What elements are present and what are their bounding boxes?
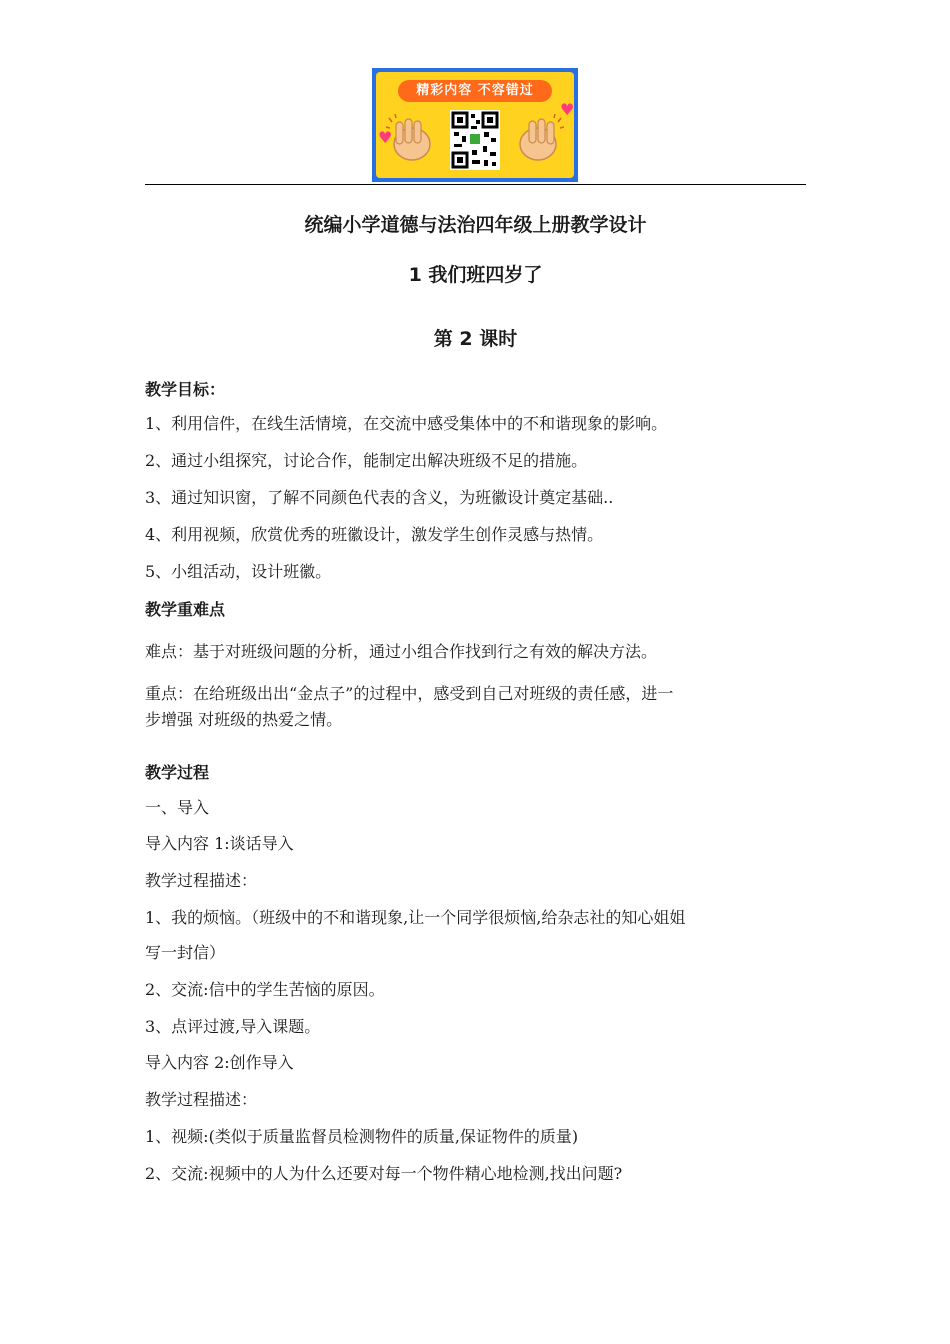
objective-item: 4、利用视频，欣赏优秀的班徽设计，激发学生创作灵感与热情。: [145, 525, 604, 544]
section-title: 一、导入: [145, 798, 210, 817]
objective-item: 3、通过知识窗，了解不同颜色代表的含义，为班徽设计奠定基础..: [145, 488, 614, 507]
process-heading: 教学过程: [145, 763, 210, 782]
objective-item: 2、通过小组探究，讨论合作，能制定出解决班级不足的措施。: [145, 451, 588, 470]
process-item-continued: 写一封信）: [145, 943, 226, 962]
doc-title: 统编小学道德与法治四年级上册教学设计: [304, 214, 647, 236]
process-item: 2、交流:信中的学生苦恼的原因。: [145, 980, 385, 999]
lesson-title: 1 我们班四岁了: [408, 264, 543, 286]
process-desc-label: 教学过程描述：: [145, 871, 258, 890]
key-points-heading: 教学重难点: [145, 600, 226, 619]
focus-text-continued: 步增强 对班级的热爱之情。: [145, 710, 343, 729]
process-item: 3、点评过渡,导入课题。: [145, 1017, 321, 1036]
heart-icon: ♥: [560, 100, 574, 119]
banner-panel: [376, 72, 574, 178]
period-title: 第 2 课时: [433, 328, 518, 350]
clapping-hands-icon: [512, 114, 564, 166]
heart-icon: ♥: [378, 128, 393, 147]
intro-title: 导入内容 2:创作导入: [145, 1053, 294, 1072]
process-desc-label: 教学过程描述：: [145, 1090, 258, 1109]
objective-item: 1、利用信件，在线生活情境，在交流中感受集体中的不和谐现象的影响。: [145, 414, 668, 433]
banner-title: 精彩内容 不容错过: [398, 80, 552, 102]
clapping-hands-icon: [386, 114, 438, 166]
process-item: 2、交流:视频中的人为什么还要对每一个物件精心地检测,找出问题?: [145, 1164, 623, 1183]
promo-banner: [372, 68, 578, 182]
process-item: 1、视频:(类似于质量监督员检测物件的质量,保证物件的质量): [145, 1127, 579, 1146]
header-divider: [145, 184, 806, 185]
intro-title: 导入内容 1:谈话导入: [145, 834, 294, 853]
process-item: 1、我的烦恼。（班级中的不和谐现象,让一个同学很烦恼,给杂志社的知心姐姐: [145, 908, 686, 927]
objectives-heading: 教学目标：: [145, 380, 226, 399]
focus-text: 重点：在给班级出出“金点子”的过程中，感受到自己对班级的责任感，进一: [145, 684, 674, 703]
difficulty-text: 难点：基于对班级问题的分析，通过小组合作找到行之有效的解决方法。: [145, 642, 658, 661]
objective-item: 5、小组活动，设计班徽。: [145, 562, 332, 581]
qr-code-icon: [450, 110, 500, 170]
